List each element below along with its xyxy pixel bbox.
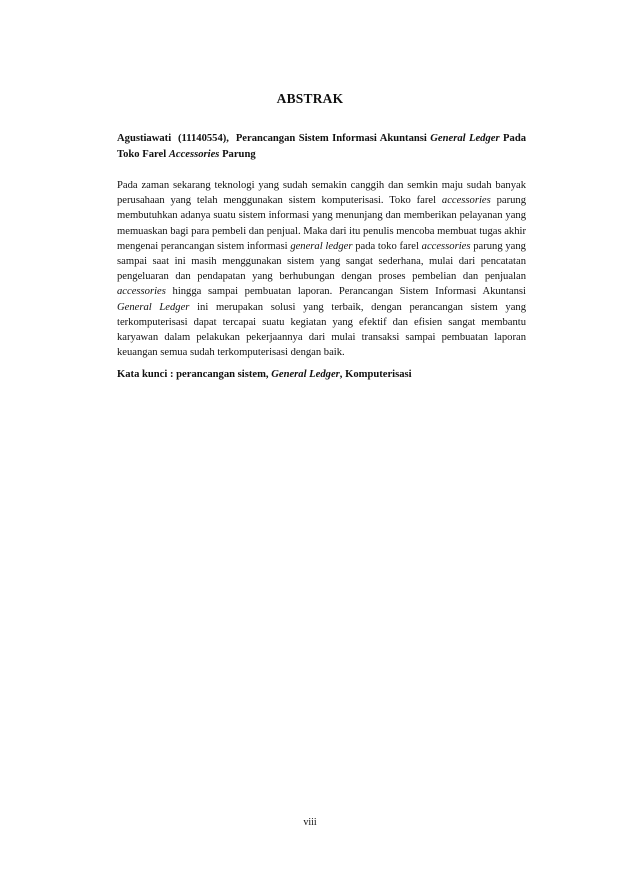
keywords-line [117, 367, 526, 382]
body-text-segment: pada toko farel [355, 240, 419, 252]
thesis-title-italic2: Accessories [168, 149, 220, 160]
keywords-label: Kata kunci : perancangan sistem, [117, 369, 269, 380]
abstract-body [117, 178, 526, 360]
body-text-segment: Pada zaman sekarang teknologi yang sudah semakin canggih dan semkin maju sudah banyak perusahaan yang telah menggunakan sistem komputerisasi. Toko farel [117, 180, 526, 207]
thesis-title-italic1: General Ledger [430, 133, 500, 144]
author-name: Agustiawati [117, 133, 172, 144]
body-italic-term: general ledger [290, 240, 353, 252]
body-text-segment: parung yang sampai saat ini masih menggunakan sistem yang sangat sederhana, mulai dari pencatatan pengeluaran dan pendapatan yang berhubungan dengan proses pembelian dan penjualan [117, 240, 526, 283]
body-text-segment: ini merupakan solusi yang terbaik, dengan perancangan sistem yang terkomputerisasi dapat tercapai suatu kegiatan yang efektif dan efisien sangat membantu karyawan dalam pelakukan pekerjaannya dari mulai transaksi sampai pembuatan laporan keuangan semua sudah terkomputerisasi dengan baik. [117, 301, 527, 359]
body-italic-term: accessories [421, 240, 471, 252]
abstract-heading [117, 131, 526, 163]
page-title: ABSTRAK [276, 91, 344, 106]
thesis-title-part2: Pada Toko Farel [117, 133, 527, 160]
body-italic-term: General Ledger [117, 301, 190, 313]
student-id: (11140554), [178, 133, 229, 144]
body-italic-term: accessories [117, 286, 166, 298]
thesis-title-part1: Perancangan Sistem Informasi Akuntansi [235, 133, 427, 144]
thesis-title-part3: Parung [222, 149, 256, 160]
keywords-tail: , Komputerisasi [339, 369, 412, 380]
body-italic-term: accessories [441, 195, 491, 207]
body-text-segment: hingga sampai pembuatan laporan. Perancangan Sistem Informasi Akuntansi [172, 286, 526, 298]
keywords-italic: General Ledger [271, 369, 340, 380]
page-number: viii [303, 817, 317, 828]
body-text-segment: parung membutuhkan adanya suatu sistem informasi yang menunjang dan memberikan pelayanan yang memuaskan bagi para pembeli dan penjual. Maka dari itu penulis mencoba membuat tugas akhir mengenai perancangan sistem informasi [117, 195, 527, 252]
